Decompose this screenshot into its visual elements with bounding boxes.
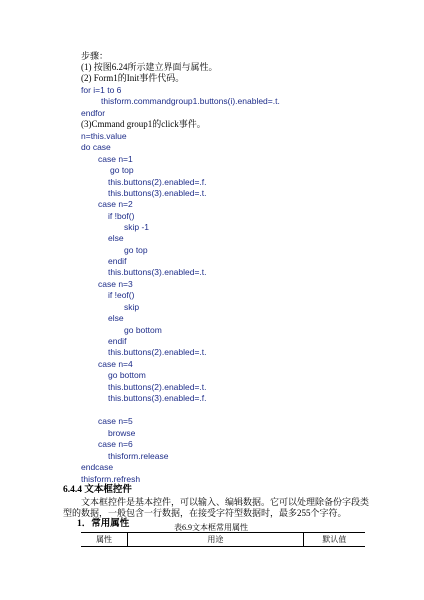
table-caption: 表6.9文本框常用属性 xyxy=(174,523,248,532)
code-line: endif xyxy=(108,336,127,346)
table-header-cell: 属性 xyxy=(81,533,128,547)
code-line: endcase xyxy=(81,462,114,472)
code-line: this.buttons(3).enabled=.f. xyxy=(108,393,207,403)
code-line: for i=1 to 6 xyxy=(81,85,122,95)
step-1: (1) 按图6.24所示建立界面与属性。 xyxy=(81,62,218,72)
code-line: if !bof() xyxy=(108,211,135,221)
code-line: case n=3 xyxy=(98,279,133,289)
code-line: browse xyxy=(108,428,136,438)
code-line: this.buttons(3).enabled=.t. xyxy=(108,188,207,198)
code-line: skip xyxy=(124,302,140,312)
code-line: case n=2 xyxy=(98,199,133,209)
table-header-cell: 默认值 xyxy=(303,533,365,547)
code-line: this.buttons(2).enabled=.t. xyxy=(108,382,207,392)
code-line: go top xyxy=(124,245,148,255)
code-line: case n=1 xyxy=(98,154,133,164)
code-line: do case xyxy=(81,142,111,152)
code-line: thisform.commandgroup1.buttons(i).enabled=.t. xyxy=(101,96,280,106)
paragraph-line: 型的数据，一般包含一行数据，在接受字符型数据时，最多255个字符。 xyxy=(63,508,347,518)
table-header-cell: 用途 xyxy=(128,533,304,547)
subheading: 1．常用属性 xyxy=(77,519,130,529)
section-heading: 6.4.4 文本框控件 xyxy=(63,485,132,495)
paragraph-line: 文本框控件是基本控件，可以输入、编辑数据。它可以处理除备份字段类 xyxy=(81,497,370,507)
code-line: this.buttons(2).enabled=.t. xyxy=(108,347,207,357)
code-line: go top xyxy=(110,165,134,175)
properties-table xyxy=(81,532,365,547)
code-line: thisform.release xyxy=(108,451,169,461)
code-line: this.buttons(3).enabled=.t. xyxy=(108,267,207,277)
code-line: else xyxy=(108,313,124,323)
code-line: this.buttons(2).enabled=.f. xyxy=(108,177,207,187)
code-line: thisform.refresh xyxy=(81,474,141,484)
code-line: case n=5 xyxy=(98,416,133,426)
code-line: endif xyxy=(108,256,127,266)
steps-label: 步骤： xyxy=(81,51,109,61)
code-line: skip -1 xyxy=(124,222,150,232)
code-line: go bottom xyxy=(124,325,162,335)
code-line: case n=4 xyxy=(98,359,133,369)
code-line: n=this.value xyxy=(81,131,127,141)
code-line: if !eof() xyxy=(108,290,135,300)
code-line: go bottom xyxy=(108,370,146,380)
code-line: case n=6 xyxy=(98,439,133,449)
code-line: endfor xyxy=(81,108,106,118)
step-3: (3)Cmmand group1的click事件。 xyxy=(81,119,206,129)
code-line: else xyxy=(108,233,124,243)
table-header-row xyxy=(81,533,365,547)
step-2: (2) Form1的Init事件代码。 xyxy=(81,73,185,83)
